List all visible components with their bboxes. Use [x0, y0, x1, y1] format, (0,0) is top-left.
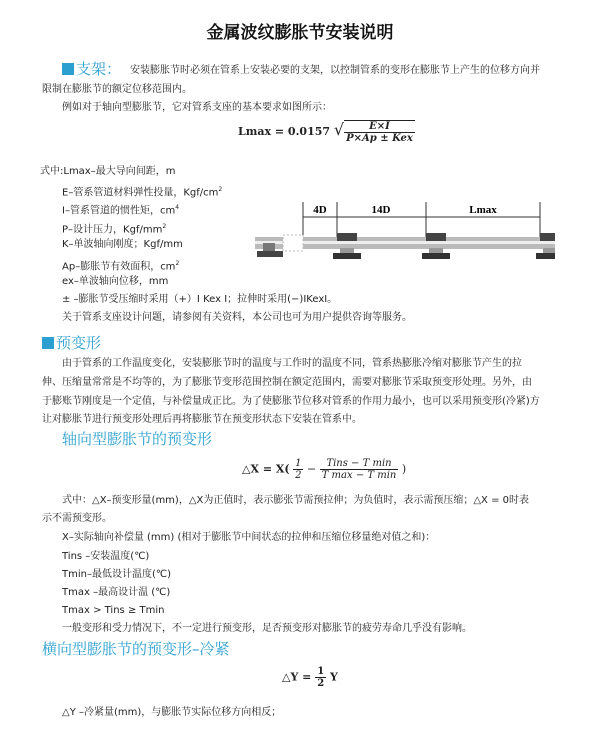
fixed-support [257, 251, 283, 257]
lmax-formula: Lmax = 0.0157 √ $\frac{E\times I}{\text{P×Ap ± Kex}}$ [238, 120, 413, 144]
square-bullet-icon [62, 63, 74, 75]
var-ap: Ap–膨胀节有效面积，$cm^2$ [62, 260, 180, 273]
axial-line-4: Tins –安装温度(℃) [62, 551, 150, 562]
predeform-para-1: 由于管系的工作温度变化，安装膨胀节时的温度与工作时的温度不同，管系热膨胀冷缩对膨胀节产生的拉 [62, 358, 522, 369]
var-pm: ± –膨胀节受压缩时采用（+）I Kex I；拉伸时采用(−)IKexI。 [62, 294, 338, 305]
axial-line-7: Tmax > Tins ≥ Tmin [62, 605, 165, 616]
support-diagram [245, 195, 555, 265]
axial-line-2: 示不需预变形。 [42, 513, 112, 524]
var-lmax: 式中:Lmax–最大导向间距，m [40, 166, 176, 177]
support-intro-2: 限制在膨胀节的额定位移范围内。 [42, 84, 192, 95]
predeform-para-4: 让对膨胀节进行预变形处理后再将膨胀节在预变形状态下安装在管系中。 [42, 414, 362, 425]
lateral-line-1: △Y –冷紧量(mm)，与膨胀节实际位移方向相反； [62, 707, 282, 718]
page-title: 金属波纹膨胀节安装说明 [206, 23, 394, 43]
section-heading-lateral: 横向型膨胀节的预变形–冷紧 [42, 640, 230, 658]
var-k: K–单波轴向刚度；Kgf/mm [62, 239, 183, 250]
axial-line-1: 式中：△X–预变形量(mm)，△X为正值时，表示膨张节需预拉伸；为负值时，表示需预压缩；△X = 0时表 [62, 495, 530, 506]
support-intro: 安装膨胀节时必须在管系上安装必要的支架，以控制管系的变形在膨胀节上产生的位移方向并 [130, 65, 540, 76]
var-p: P–设计压力，Kgf/$mm^2$ [62, 223, 167, 236]
lateral-formula: △Y = $\frac{1}{2}$ Y [282, 666, 338, 689]
axial-line-8: 一般变形和受力情况下，不一定进行预变形，足否预变形对膨胀节的疲劳寿命几乎没有影响。 [62, 623, 472, 634]
section-heading-support: 支架： [62, 60, 121, 78]
axial-line-6: Tmax –最高设计温 (℃) [62, 587, 171, 598]
square-bullet-icon [42, 337, 54, 349]
predeform-para-3: 于膨账节刚度是一个定值，与补偿量成正比。为了使膨胀节位移对管系的作用力最小，也可以采用预变形(冷紧)方 [42, 396, 540, 407]
support-note: 关于管系支座设计问题，请参阅有关资料，本公司也可为用户提供咨询等服务。 [62, 312, 412, 323]
var-ex: ex–单波轴向位移，mm [62, 276, 169, 287]
support-example: 例如对于轴向型膨胀节，它对管系支座的基本要求如图所示： [62, 102, 332, 113]
section-heading-axial: 轴向型膨胀节的预变形 [62, 430, 213, 448]
axial-formula: △X = X( $\frac{1}{2}$ − $\frac{\text{Tins − T min}}{\text{T max − T min}}$ ) [242, 458, 407, 481]
axial-line-5: Tmin–最低设计温度(℃) [62, 569, 171, 580]
section-heading-predeform: 预变形 [42, 334, 101, 352]
axial-line-3: X–实际轴向补偿量 (mm) (相对于膨胀节中间状态的拉伸和压缩位移量绝对值之和)： [62, 532, 436, 543]
dim-label-4d: 4D [313, 204, 327, 216]
var-e: E–管系管道材料弹性投量，Kgf/$cm^2$ [62, 186, 223, 199]
predeform-para-2: 伸、压缩量常常是不均等的，为了膨胀节变形范围控制在额定范围内，需要对膨胀节采取预变形处理。另外，由 [42, 377, 532, 388]
var-i: I–管系管道的惯性矩，$cm^4$ [62, 204, 180, 217]
bellows [283, 235, 303, 251]
dim-label-14d: 14D [371, 204, 391, 216]
dim-label-lmax: Lmax [469, 204, 497, 216]
